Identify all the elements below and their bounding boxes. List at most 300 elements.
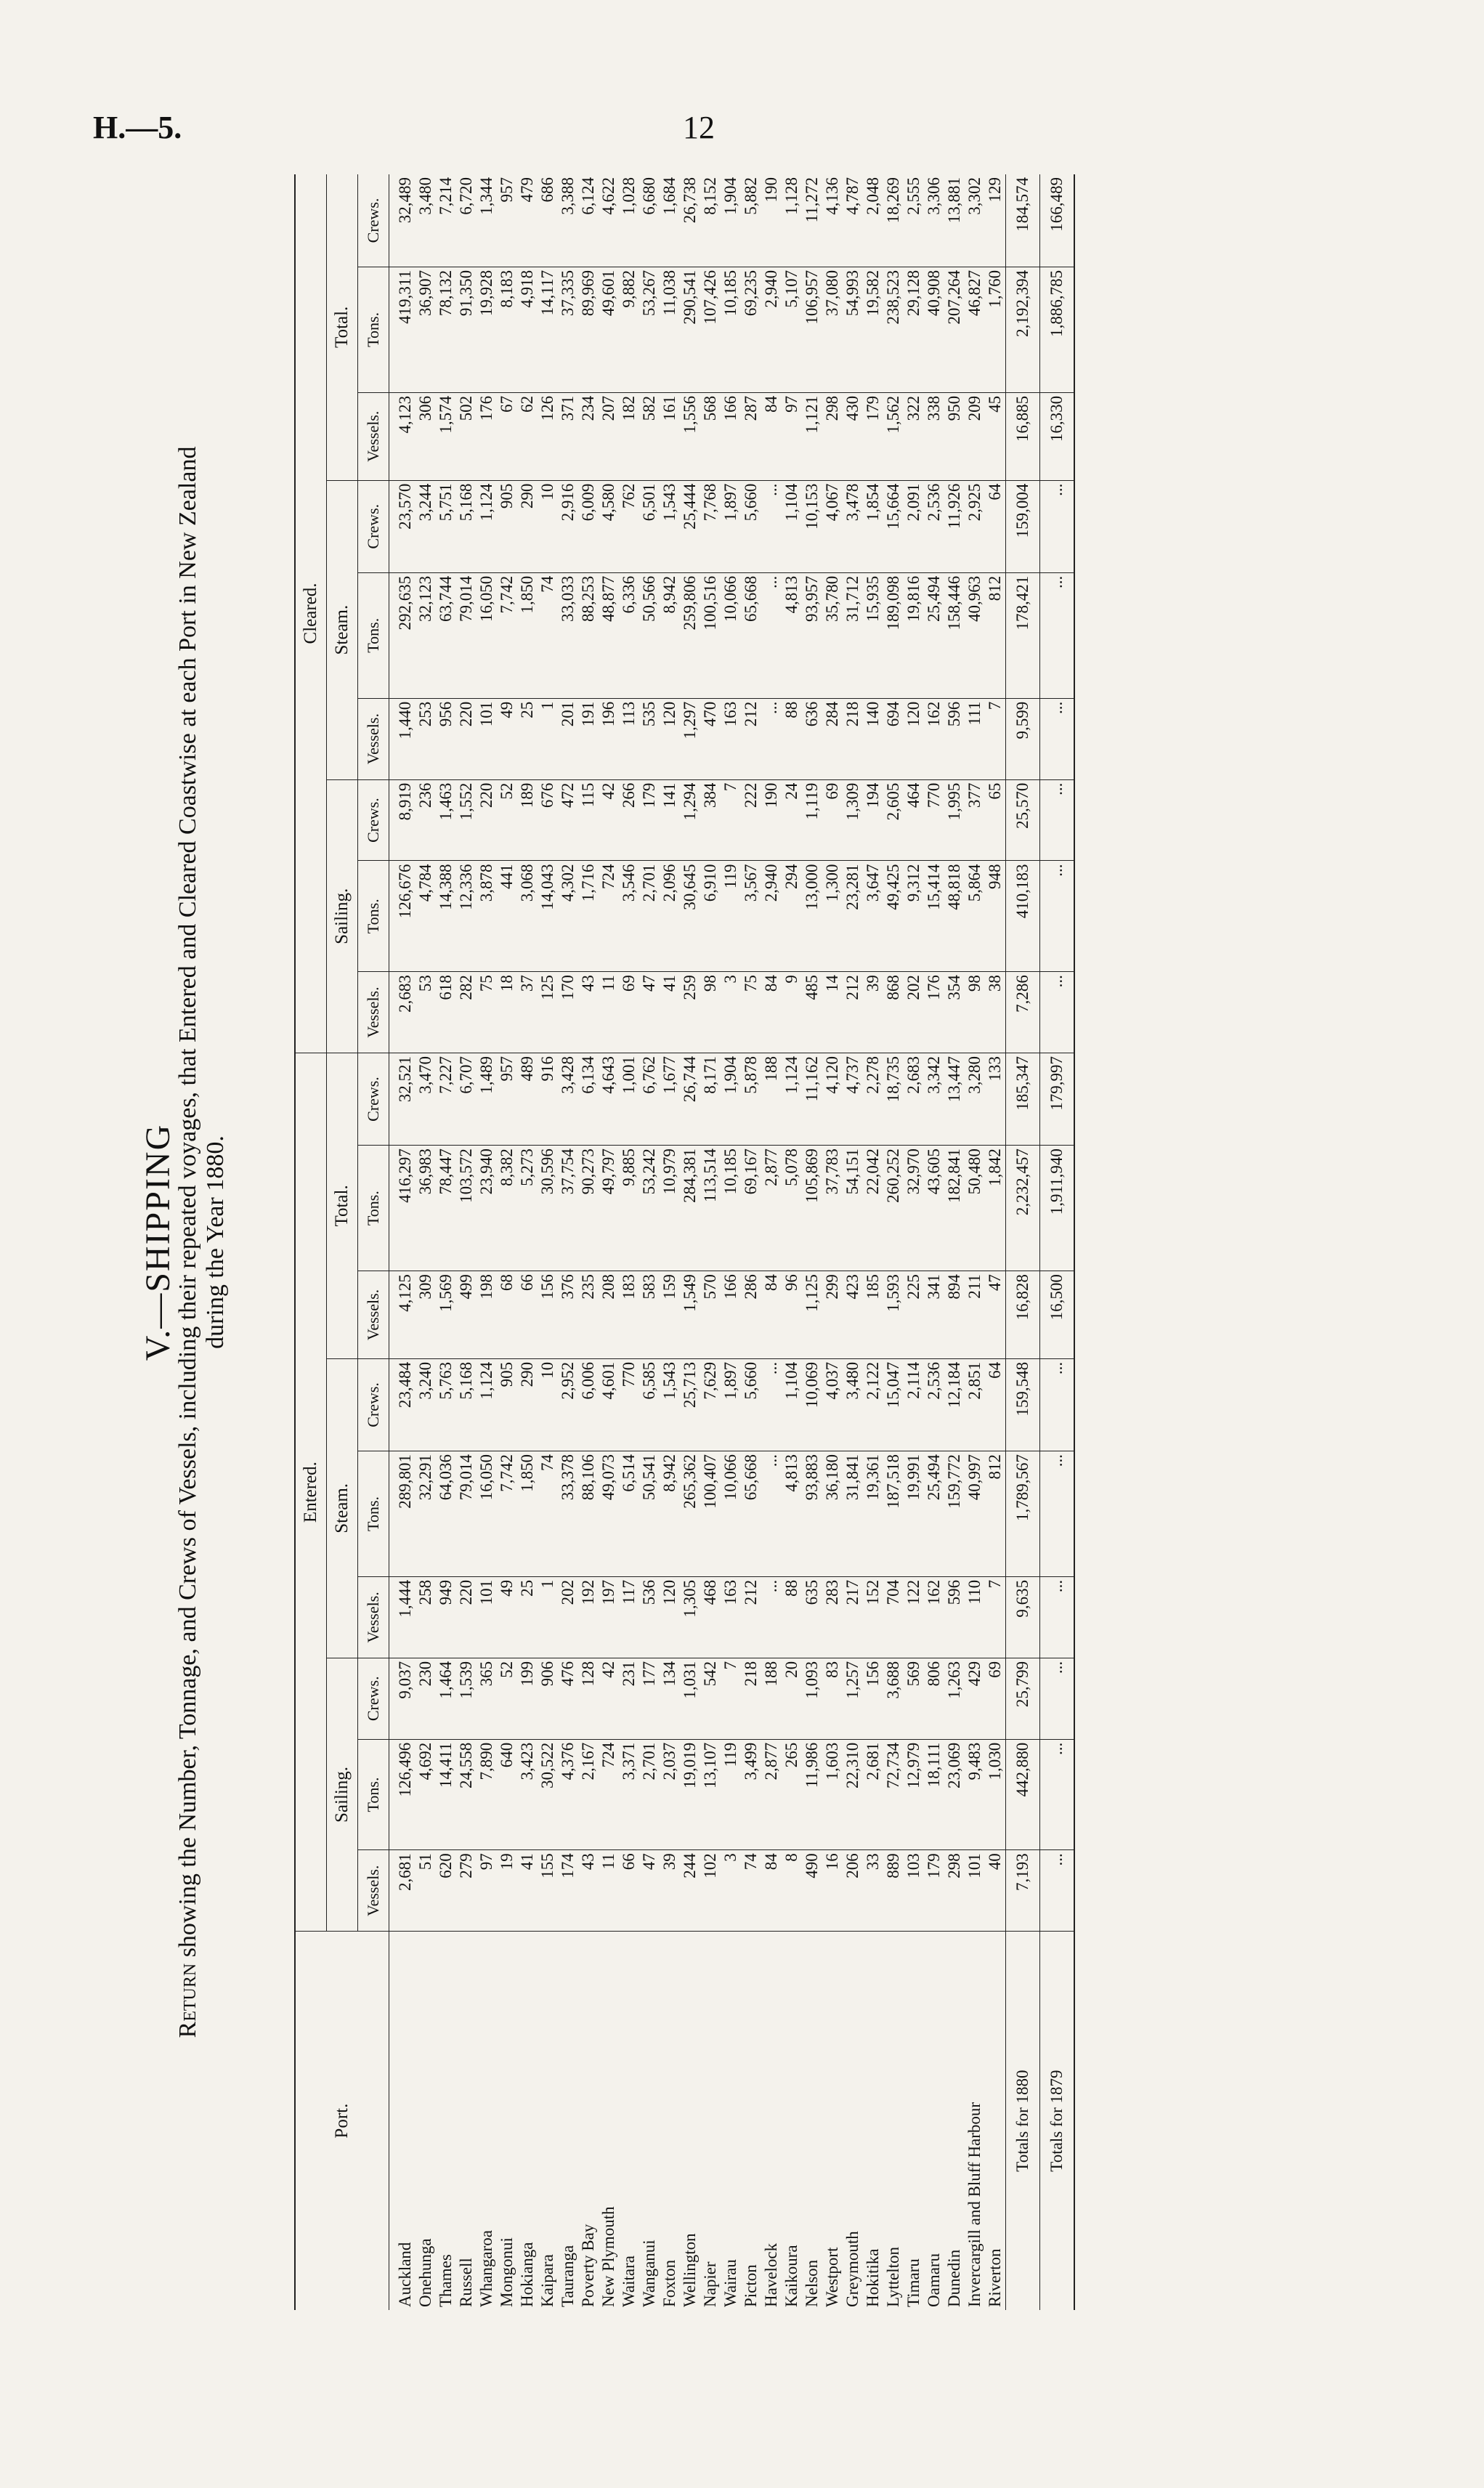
port-name: Onehunga <box>416 2238 434 2307</box>
table-cell: 19,816 <box>904 572 924 698</box>
table-row <box>415 174 436 2310</box>
table-cell: 3,240 <box>415 1358 436 1451</box>
table-cell: 1,001 <box>619 1053 639 1145</box>
totals-cell: ... <box>1040 1451 1075 1577</box>
table-cell: 569 <box>904 1658 924 1739</box>
table-cell: 6,720 <box>456 174 477 267</box>
table-cell: 14,411 <box>436 1739 456 1850</box>
table-cell: 1 <box>538 1576 558 1658</box>
table-cell: 47 <box>639 972 660 1053</box>
table-cell: 20 <box>782 1658 802 1739</box>
table-row <box>578 174 599 2310</box>
table-cell: 430 <box>843 392 863 480</box>
totals-cell: 16,500 <box>1040 1271 1075 1359</box>
totals-cell: 16,828 <box>1006 1271 1040 1359</box>
table-cell: 4,784 <box>415 861 436 972</box>
table-cell: 9,037 <box>389 1658 416 1739</box>
col-header-tons: Tons. <box>358 861 389 972</box>
table-cell: 46,827 <box>965 267 985 392</box>
table-cell: 4,622 <box>599 174 619 267</box>
table-cell: 22,042 <box>863 1146 883 1271</box>
table-cell: 4,813 <box>782 572 802 698</box>
table-cell: 260,252 <box>883 1146 904 1271</box>
table-row <box>700 174 721 2310</box>
table-cell: 7,214 <box>436 174 456 267</box>
table-cell: 3,423 <box>517 1739 538 1850</box>
section-title: V.—SHIPPING <box>139 1123 177 1361</box>
table-cell: 88 <box>782 1576 802 1658</box>
table-cell: 162 <box>924 1576 944 1658</box>
table-cell: 916 <box>538 1053 558 1145</box>
table-cell: 25,713 <box>680 1358 700 1451</box>
port-name: Westport <box>823 2247 841 2307</box>
table-cell: 365 <box>477 1658 497 1739</box>
table-cell: 32,521 <box>389 1053 416 1145</box>
table-cell: 40,997 <box>965 1451 985 1577</box>
totals-cell: ... <box>1040 1850 1075 1932</box>
table-cell: 190 <box>761 779 782 861</box>
table-cell: 2,877 <box>761 1739 782 1850</box>
table-cell: 49 <box>497 698 517 779</box>
table-cell: 2,048 <box>863 174 883 267</box>
table-cell: 441 <box>497 861 517 972</box>
table-cell: 25,494 <box>924 1451 944 1577</box>
table-cell: 10,066 <box>721 1451 741 1577</box>
table-cell: 499 <box>456 1271 477 1359</box>
table-cell: 6,124 <box>578 174 599 267</box>
table-cell: 101 <box>965 1850 985 1932</box>
table-cell: 4,302 <box>558 861 578 972</box>
table-cell: 43 <box>578 1850 599 1932</box>
port-name: Wellington <box>681 2233 699 2307</box>
totals-cell: 9,635 <box>1006 1576 1040 1658</box>
totals-cell: ... <box>1040 972 1075 1053</box>
table-cell: 4,037 <box>822 1358 843 1451</box>
table-cell: 140 <box>863 698 883 779</box>
table-cell: 338 <box>924 392 944 480</box>
table-cell: 31,712 <box>843 572 863 698</box>
table-cell: 19,582 <box>863 267 883 392</box>
table-cell: 1,842 <box>985 1146 1006 1271</box>
table-row <box>802 174 822 2310</box>
table-cell: 30,645 <box>680 861 700 972</box>
table-cell: 1,904 <box>721 174 741 267</box>
table-cell: 212 <box>741 698 761 779</box>
table-cell: 906 <box>538 1658 558 1739</box>
table-cell: 309 <box>415 1271 436 1359</box>
table-cell: 93,957 <box>802 572 822 698</box>
totals-cell: ... <box>1040 480 1075 572</box>
table-cell: 1,904 <box>721 1053 741 1145</box>
table-cell: 583 <box>639 1271 660 1359</box>
table-cell: 30,522 <box>538 1739 558 1850</box>
table-cell: 1,297 <box>680 698 700 779</box>
table-cell: 40,908 <box>924 267 944 392</box>
table-cell: 174 <box>558 1850 578 1932</box>
table-cell: 292,635 <box>389 572 416 698</box>
table-cell: 31,841 <box>843 1451 863 1577</box>
rotated-page-content <box>138 174 1329 2310</box>
table-cell: 7,742 <box>497 1451 517 1577</box>
table-cell: 1,569 <box>436 1271 456 1359</box>
table-cell: 54,151 <box>843 1146 863 1271</box>
table-cell: 163 <box>721 1576 741 1658</box>
table-cell: 10 <box>538 1358 558 1451</box>
table-cell: 6,680 <box>639 174 660 267</box>
table-cell: 33 <box>863 1850 883 1932</box>
table-cell: 79,014 <box>456 1451 477 1577</box>
table-cell: 376 <box>558 1271 578 1359</box>
table-cell: 49,601 <box>599 267 619 392</box>
table-cell: 429 <box>965 1658 985 1739</box>
table-cell: 2,555 <box>904 174 924 267</box>
table-cell: 156 <box>863 1658 883 1739</box>
table-cell: 161 <box>660 392 680 480</box>
table-cell: 284 <box>822 698 843 779</box>
table-cell: 8,152 <box>700 174 721 267</box>
table-cell: 1,300 <box>822 861 843 972</box>
table-cell: 194 <box>863 779 883 861</box>
totals-cell: 1,789,567 <box>1006 1451 1040 1577</box>
table-cell: 282 <box>456 972 477 1053</box>
table-cell: 65 <box>985 779 1006 861</box>
table-cell: 198 <box>477 1271 497 1359</box>
table-cell: 177 <box>639 1658 660 1739</box>
table-cell: 704 <box>883 1576 904 1658</box>
table-cell: 185 <box>863 1271 883 1359</box>
table-cell: 105,869 <box>802 1146 822 1271</box>
table-cell: 4,643 <box>599 1053 619 1145</box>
table-cell: 111 <box>965 698 985 779</box>
table-cell: 152 <box>863 1576 883 1658</box>
table-cell: 283 <box>822 1576 843 1658</box>
table-cell: 1,543 <box>660 1358 680 1451</box>
table-cell: 15,664 <box>883 480 904 572</box>
table-cell: 11 <box>599 1850 619 1932</box>
table-cell: 126,496 <box>389 1739 416 1850</box>
table-cell: 10,066 <box>721 572 741 698</box>
table-cell: ... <box>761 572 782 698</box>
table-cell: 4,125 <box>389 1271 416 1359</box>
table-cell: 91,350 <box>456 267 477 392</box>
cleared-header: Cleared. <box>295 174 327 1053</box>
table-cell: 212 <box>843 972 863 1053</box>
table-cell: 14,117 <box>538 267 558 392</box>
table-cell: 51 <box>415 1850 436 1932</box>
table-cell: 69,167 <box>741 1146 761 1271</box>
table-cell: 84 <box>761 392 782 480</box>
table-cell: 259 <box>680 972 700 1053</box>
table-cell: 423 <box>843 1271 863 1359</box>
table-cell: 15,414 <box>924 861 944 972</box>
table-cell: 7 <box>721 1658 741 1739</box>
table-cell: 582 <box>639 392 660 480</box>
port-name: Napier <box>701 2261 719 2307</box>
table-cell: 100,516 <box>700 572 721 698</box>
entered-steam-header: Steam. <box>327 1358 358 1658</box>
table-cell: 957 <box>497 174 517 267</box>
table-row <box>436 174 456 2310</box>
port-name: Hokitika <box>864 2248 882 2307</box>
totals-cell: 7,193 <box>1006 1850 1040 1932</box>
port-name: Kaikoura <box>782 2245 800 2307</box>
table-cell: 2,536 <box>924 480 944 572</box>
table-cell: 83 <box>822 1658 843 1739</box>
table-cell: 235 <box>578 1271 599 1359</box>
table-cell: 74 <box>538 572 558 698</box>
table-cell: 176 <box>477 392 497 480</box>
table-cell: 762 <box>619 480 639 572</box>
totals-cell: ... <box>1040 1739 1075 1850</box>
totals-cell: 2,232,457 <box>1006 1146 1040 1271</box>
table-cell: 12,979 <box>904 1739 924 1850</box>
table-cell: 596 <box>944 1576 965 1658</box>
table-cell: 6,585 <box>639 1358 660 1451</box>
table-cell: 2,681 <box>863 1739 883 1850</box>
table-cell: 162 <box>924 698 944 779</box>
page-header-ref: H.—5. <box>93 110 182 145</box>
table-cell: 66 <box>517 1271 538 1359</box>
table-cell: 53,242 <box>639 1146 660 1271</box>
table-cell: 33,033 <box>558 572 578 698</box>
table-cell: 189 <box>517 779 538 861</box>
totals-cell: 159,004 <box>1006 480 1040 572</box>
table-cell: 170 <box>558 972 578 1053</box>
table-cell: 13,107 <box>700 1739 721 1850</box>
port-name: Thames <box>437 2254 455 2307</box>
table-cell: 3,546 <box>619 861 639 972</box>
table-cell: 84 <box>761 1271 782 1359</box>
table-cell: 948 <box>985 861 1006 972</box>
table-cell: 38 <box>985 972 1006 1053</box>
table-cell: 19,361 <box>863 1451 883 1577</box>
table-cell: 1,463 <box>436 779 456 861</box>
table-cell: 265,362 <box>680 1451 700 1577</box>
caption-text: showing the Number, Tonnage, and Crews of Vessels, including their repeated voyages, that Entered and Cleared Coastwise at each Port in New Zealand <box>174 446 201 1964</box>
totals-cell: ... <box>1040 1358 1075 1451</box>
table-cell: 88,253 <box>578 572 599 698</box>
table-cell: 1,093 <box>802 1658 822 1739</box>
col-header-crews: Crews. <box>358 779 389 861</box>
table-cell: 468 <box>700 1576 721 1658</box>
table-cell: 2,925 <box>965 480 985 572</box>
port-name: Oamaru <box>925 2253 943 2307</box>
port-name: Invercargill and Bluff Harbour <box>965 2102 984 2307</box>
table-cell: 290,541 <box>680 267 700 392</box>
table-cell: 36,983 <box>415 1146 436 1271</box>
table-cell: 12,336 <box>456 861 477 972</box>
table-cell: 120 <box>904 698 924 779</box>
table-cell: 5,864 <box>965 861 985 972</box>
port-name: Lyttelton <box>884 2246 902 2307</box>
table-cell: 11 <box>599 972 619 1053</box>
table-cell: 217 <box>843 1576 863 1658</box>
table-row <box>517 174 538 2310</box>
table-cell: 64 <box>985 1358 1006 1451</box>
table-cell: 25 <box>517 698 538 779</box>
table-cell: 19,991 <box>904 1451 924 1577</box>
totals-cell: ... <box>1040 779 1075 861</box>
table-cell: 75 <box>741 972 761 1053</box>
table-cell: 4,918 <box>517 267 538 392</box>
table-cell: 5,168 <box>456 1358 477 1451</box>
table-cell: 476 <box>558 1658 578 1739</box>
table-cell: 125 <box>538 972 558 1053</box>
table-cell: 93,883 <box>802 1451 822 1577</box>
table-cell: 88 <box>782 698 802 779</box>
port-name: Havelock <box>762 2242 780 2307</box>
table-cell: 724 <box>599 861 619 972</box>
table-cell: 155 <box>538 1850 558 1932</box>
table-cell: 119 <box>721 1739 741 1850</box>
port-name: Timaru <box>904 2258 923 2307</box>
table-row <box>883 174 904 2310</box>
table-cell: 11,986 <box>802 1739 822 1850</box>
table-cell: 5,882 <box>741 174 761 267</box>
table-cell: 536 <box>639 1576 660 1658</box>
table-cell: 96 <box>782 1271 802 1359</box>
table-cell: 218 <box>843 698 863 779</box>
table-cell: 18,269 <box>883 174 904 267</box>
table-cell: 7 <box>985 1576 1006 1658</box>
table-cell: 179 <box>863 392 883 480</box>
table-row <box>639 174 660 2310</box>
totals-cell: ... <box>1040 698 1075 779</box>
table-cell: 1,760 <box>985 267 1006 392</box>
col-header-crews: Crews. <box>358 1358 389 1451</box>
table-cell: 10,979 <box>660 1146 680 1271</box>
col-header-tons: Tons. <box>358 1739 389 1850</box>
table-cell: 2,683 <box>389 972 416 1053</box>
table-cell: 23,940 <box>477 1146 497 1271</box>
table-cell: 192 <box>578 1576 599 1658</box>
table-cell: 5,751 <box>436 480 456 572</box>
table-cell: 113 <box>619 698 639 779</box>
table-cell: 206 <box>843 1850 863 1932</box>
table-cell: 568 <box>700 392 721 480</box>
table-cell: 65,668 <box>741 1451 761 1577</box>
table-cell: 69 <box>822 779 843 861</box>
totals-cell: 25,799 <box>1006 1658 1040 1739</box>
table-cell: 1,263 <box>944 1658 965 1739</box>
table-cell: 8 <box>782 1850 802 1932</box>
table-cell: 289,801 <box>389 1451 416 1577</box>
table-cell: 176 <box>924 972 944 1053</box>
table-cell: 47 <box>985 1271 1006 1359</box>
table-cell: 371 <box>558 392 578 480</box>
port-name: New Plymouth <box>599 2206 617 2307</box>
table-cell: 266 <box>619 779 639 861</box>
table-cell: 49,425 <box>883 861 904 972</box>
table-cell: 298 <box>944 1850 965 1932</box>
table-cell: 3,878 <box>477 861 497 972</box>
table-cell: 290 <box>517 1358 538 1451</box>
table-cell: 3 <box>721 1850 741 1932</box>
totals-cell: 159,548 <box>1006 1358 1040 1451</box>
table-cell: 4,787 <box>843 174 863 267</box>
table-cell: 74 <box>741 1850 761 1932</box>
table-cell: 201 <box>558 698 578 779</box>
table-cell: 25,444 <box>680 480 700 572</box>
table-cell: 2,877 <box>761 1146 782 1271</box>
table-cell: 106,957 <box>802 267 822 392</box>
table-cell: 5,660 <box>741 480 761 572</box>
table-cell: 159,772 <box>944 1451 965 1577</box>
table-cell: 18,735 <box>883 1053 904 1145</box>
table-cell: 3,478 <box>843 480 863 572</box>
table-cell: 133 <box>985 1053 1006 1145</box>
table-cell: 6,006 <box>578 1358 599 1451</box>
table-cell: 158,446 <box>944 572 965 698</box>
table-cell: 188 <box>761 1658 782 1739</box>
col-header-crews: Crews. <box>358 480 389 572</box>
table-cell: 286 <box>741 1271 761 1359</box>
table-cell: 4,692 <box>415 1739 436 1850</box>
table-cell: 806 <box>924 1658 944 1739</box>
table-cell: 230 <box>415 1658 436 1739</box>
table-cell: 69,235 <box>741 267 761 392</box>
table-row <box>965 174 985 2310</box>
table-cell: 42 <box>599 1658 619 1739</box>
table-row <box>558 174 578 2310</box>
table-cell: 10,069 <box>802 1358 822 1451</box>
table-cell: 502 <box>456 392 477 480</box>
table-cell: 596 <box>944 698 965 779</box>
totals-cell: ... <box>1040 572 1075 698</box>
table-cell: 3 <box>721 972 741 1053</box>
table-cell: 23,281 <box>843 861 863 972</box>
table-cell: 4,136 <box>822 174 843 267</box>
table-cell: 42 <box>599 779 619 861</box>
table-cell: 1,104 <box>782 1358 802 1451</box>
port-name: Riverton <box>986 2248 1004 2307</box>
col-header-tons: Tons. <box>358 1451 389 1577</box>
table-cell: 45 <box>985 392 1006 480</box>
table-cell: 19 <box>497 1850 517 1932</box>
totals-cell: 410,183 <box>1006 861 1040 972</box>
table-cell: 67 <box>497 392 517 480</box>
table-cell: 1,684 <box>660 174 680 267</box>
table-cell: 23,484 <box>389 1358 416 1451</box>
table-cell: 182 <box>619 392 639 480</box>
table-cell: 196 <box>599 698 619 779</box>
table-cell: ... <box>761 480 782 572</box>
table-cell: 37,080 <box>822 267 843 392</box>
table-cell: 10,153 <box>802 480 822 572</box>
table-row <box>924 174 944 2310</box>
table-cell: 13,881 <box>944 174 965 267</box>
port-column-header: Port. <box>295 1932 389 2310</box>
page-number: 12 <box>683 110 715 145</box>
table-cell: 2,278 <box>863 1053 883 1145</box>
table-cell: 1,549 <box>680 1271 700 1359</box>
table-row <box>619 174 639 2310</box>
table-cell: 10,185 <box>721 267 741 392</box>
table-cell: 11,162 <box>802 1053 822 1145</box>
table-cell: 2,122 <box>863 1358 883 1451</box>
table-cell: 32,489 <box>389 174 416 267</box>
table-cell: 5,273 <box>517 1146 538 1271</box>
table-cell: 187,518 <box>883 1451 904 1577</box>
table-cell: 29,128 <box>904 267 924 392</box>
table-cell: 341 <box>924 1271 944 1359</box>
totals-cell: ... <box>1040 1576 1075 1658</box>
table-cell: 9,483 <box>965 1739 985 1850</box>
table-cell: 48,877 <box>599 572 619 698</box>
table-cell: 63,744 <box>436 572 456 698</box>
table-cell: 12,184 <box>944 1358 965 1451</box>
table-cell: 13,447 <box>944 1053 965 1145</box>
